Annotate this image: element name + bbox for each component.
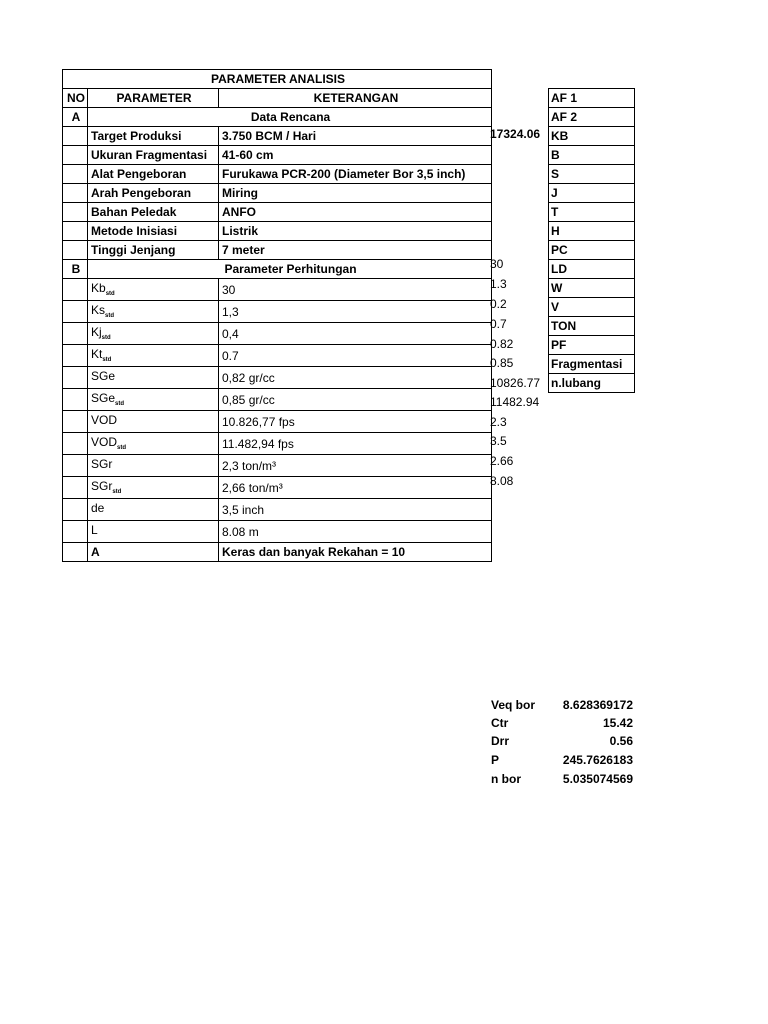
table-row: [549, 89, 635, 108]
side-label: AF 2: [549, 108, 635, 127]
table-row: [549, 241, 635, 260]
section-a-row: [63, 108, 492, 127]
param-name: SGe: [91, 369, 116, 383]
table-row: [63, 323, 492, 345]
no-cell: [63, 411, 88, 433]
param-subscript: std: [105, 313, 115, 319]
param-cell: [88, 323, 219, 345]
side-label: S: [549, 165, 635, 184]
value-cell: 3,5 inch: [219, 499, 492, 521]
param-cell: [88, 521, 219, 543]
summary-value: 5.035074569: [562, 772, 633, 786]
param-cell: Bahan Peledak: [88, 203, 219, 222]
table-row: [63, 345, 492, 367]
param-cell: Target Produksi: [88, 127, 219, 146]
value-cell: 41-60 cm: [219, 146, 492, 165]
side-label: W: [549, 279, 635, 298]
param-name: de: [91, 501, 105, 515]
summary-label: Ctr: [491, 716, 509, 730]
param-name: VOD: [91, 435, 118, 449]
side-value: 1.3: [490, 277, 507, 291]
side-label: PC: [549, 241, 635, 260]
table-row: [549, 336, 635, 355]
table-row: [63, 241, 492, 260]
param-name: SGr: [91, 479, 113, 493]
param-name: VOD: [91, 413, 118, 427]
param-cell: A: [88, 543, 219, 562]
param-subscript: std: [117, 445, 127, 451]
side-value: 0.2: [490, 297, 507, 311]
param-cell: [88, 279, 219, 301]
value-cell: 30: [219, 279, 492, 301]
summary-label: P: [491, 753, 500, 767]
table-title-row: [63, 70, 492, 89]
param-name: Kt: [91, 347, 103, 361]
side-label: TON: [549, 317, 635, 336]
parameter-analisis-table: [62, 69, 492, 562]
side-value: 2.3: [490, 415, 507, 429]
summary-value: 0.56: [609, 734, 633, 748]
no-cell: [63, 184, 88, 203]
table-row: [63, 301, 492, 323]
param-cell: Alat Pengeboran: [88, 165, 219, 184]
param-name: SGe: [91, 391, 116, 405]
no-cell: [63, 301, 88, 323]
param-name: Kb: [91, 281, 106, 295]
value-cell: 11.482,94 fps: [219, 433, 492, 455]
param-cell: [88, 499, 219, 521]
table-row: [549, 317, 635, 336]
section-b-no: B: [63, 260, 88, 279]
value-cell: ANFO: [219, 203, 492, 222]
side-label: n.lubang: [549, 374, 635, 393]
table-row: [63, 222, 492, 241]
no-cell: [63, 146, 88, 165]
summary-label: n bor: [491, 772, 521, 786]
table-row: [549, 260, 635, 279]
side-label: LD: [549, 260, 635, 279]
no-cell: [63, 367, 88, 389]
header-parameter: PARAMETER: [88, 89, 219, 108]
value-cell: 2,66 ton/m³: [219, 477, 492, 499]
side-value: 0.82: [490, 337, 514, 351]
no-cell: [63, 477, 88, 499]
table-row: [63, 279, 492, 301]
side-label: J: [549, 184, 635, 203]
table-header-row: [63, 89, 492, 108]
no-cell: [63, 127, 88, 146]
table-row: [549, 374, 635, 393]
no-cell: [63, 165, 88, 184]
side-label: PF: [549, 336, 635, 355]
param-subscript: std: [102, 357, 112, 363]
header-no: NO: [63, 89, 88, 108]
no-cell: [63, 323, 88, 345]
param-cell: [88, 433, 219, 455]
no-cell: [63, 543, 88, 562]
param-cell: [88, 367, 219, 389]
table-row: [549, 222, 635, 241]
side-value: 11482.94: [490, 395, 540, 409]
side-label: H: [549, 222, 635, 241]
side-label: KB: [549, 127, 635, 146]
summary-value: 8.628369172: [562, 698, 633, 712]
no-cell: [63, 389, 88, 411]
value-cell: 3.750 BCM / Hari: [219, 127, 492, 146]
table-row: [63, 455, 492, 477]
param-name: SGr: [91, 457, 113, 471]
value-cell: 10.826,77 fps: [219, 411, 492, 433]
param-name: L: [91, 523, 98, 537]
side-value: 30: [490, 257, 504, 271]
section-b-title: Parameter Perhitungan: [88, 260, 492, 279]
value-cell: 1,3: [219, 301, 492, 323]
side-label-table: [548, 88, 635, 393]
param-cell: [88, 345, 219, 367]
table-row: [63, 165, 492, 184]
table-row: [549, 127, 635, 146]
table-row-last: [63, 543, 492, 562]
param-cell: Metode Inisiasi: [88, 222, 219, 241]
param-cell: [88, 477, 219, 499]
side-value: 8.08: [490, 474, 514, 488]
no-cell: [63, 279, 88, 301]
param-name: Kj: [91, 325, 102, 339]
param-cell: [88, 389, 219, 411]
table-title: PARAMETER ANALISIS: [63, 70, 492, 89]
value-cell: 0,82 gr/cc: [219, 367, 492, 389]
value-cell: 8.08 m: [219, 521, 492, 543]
side-label: V: [549, 298, 635, 317]
param-cell: Ukuran Fragmentasi: [88, 146, 219, 165]
table-row: [549, 298, 635, 317]
side-value: 10826.77: [490, 376, 541, 390]
param-subscript: std: [101, 335, 111, 341]
value-cell: Furukawa PCR-200 (Diameter Bor 3,5 inch): [219, 165, 492, 184]
param-cell: Tinggi Jenjang: [88, 241, 219, 260]
no-cell: [63, 455, 88, 477]
table-row: [63, 433, 492, 455]
summary-label: Veq bor: [491, 698, 536, 712]
table-row: [63, 127, 492, 146]
summary-value: 245.7626183: [562, 753, 633, 767]
param-subscript: std: [112, 489, 122, 495]
table-row: [63, 203, 492, 222]
value-cell: 2,3 ton/m³: [219, 455, 492, 477]
param-cell: [88, 455, 219, 477]
table-row: [63, 389, 492, 411]
no-cell: [63, 433, 88, 455]
side-value: 3.5: [490, 434, 507, 448]
table-row: [549, 165, 635, 184]
table-row: [549, 184, 635, 203]
param-subscript: std: [105, 291, 115, 297]
no-cell: [63, 499, 88, 521]
value-cell: Miring: [219, 184, 492, 203]
side-label: B: [549, 146, 635, 165]
value-cell: 7 meter: [219, 241, 492, 260]
value-cell: 0,4: [219, 323, 492, 345]
table-row: [63, 499, 492, 521]
table-row: [63, 411, 492, 433]
table-row: [63, 521, 492, 543]
no-cell: [63, 241, 88, 260]
value-cell: 0.7: [219, 345, 492, 367]
section-a-title: Data Rencana: [88, 108, 492, 127]
param-cell: [88, 301, 219, 323]
summary-label: Drr: [491, 734, 510, 748]
table-row: [549, 279, 635, 298]
table-row: [63, 477, 492, 499]
side-label: T: [549, 203, 635, 222]
side-value: 0.7: [490, 317, 507, 331]
value-cell: Listrik: [219, 222, 492, 241]
param-name: Ks: [91, 303, 106, 317]
summary-value: 15.42: [602, 716, 633, 730]
param-subscript: std: [115, 401, 125, 407]
section-a-no: A: [63, 108, 88, 127]
table-row: [63, 184, 492, 203]
side-value: 0.85: [490, 356, 514, 370]
value-cell: 0,85 gr/cc: [219, 389, 492, 411]
table-row: [63, 367, 492, 389]
side-value: 2.66: [490, 454, 514, 468]
header-keterangan: KETERANGAN: [219, 89, 492, 108]
section-b-row: [63, 260, 492, 279]
no-cell: [63, 521, 88, 543]
param-cell: Arah Pengeboran: [88, 184, 219, 203]
target-value: 17324.06: [490, 127, 541, 141]
table-row: [549, 146, 635, 165]
table-row: [549, 203, 635, 222]
table-row: [549, 108, 635, 127]
table-row: [549, 355, 635, 374]
table-row: [63, 146, 492, 165]
no-cell: [63, 203, 88, 222]
side-label: Fragmentasi: [549, 355, 635, 374]
param-cell: [88, 411, 219, 433]
no-cell: [63, 222, 88, 241]
side-label: AF 1: [549, 89, 635, 108]
value-cell: Keras dan banyak Rekahan = 10: [219, 543, 492, 562]
no-cell: [63, 345, 88, 367]
